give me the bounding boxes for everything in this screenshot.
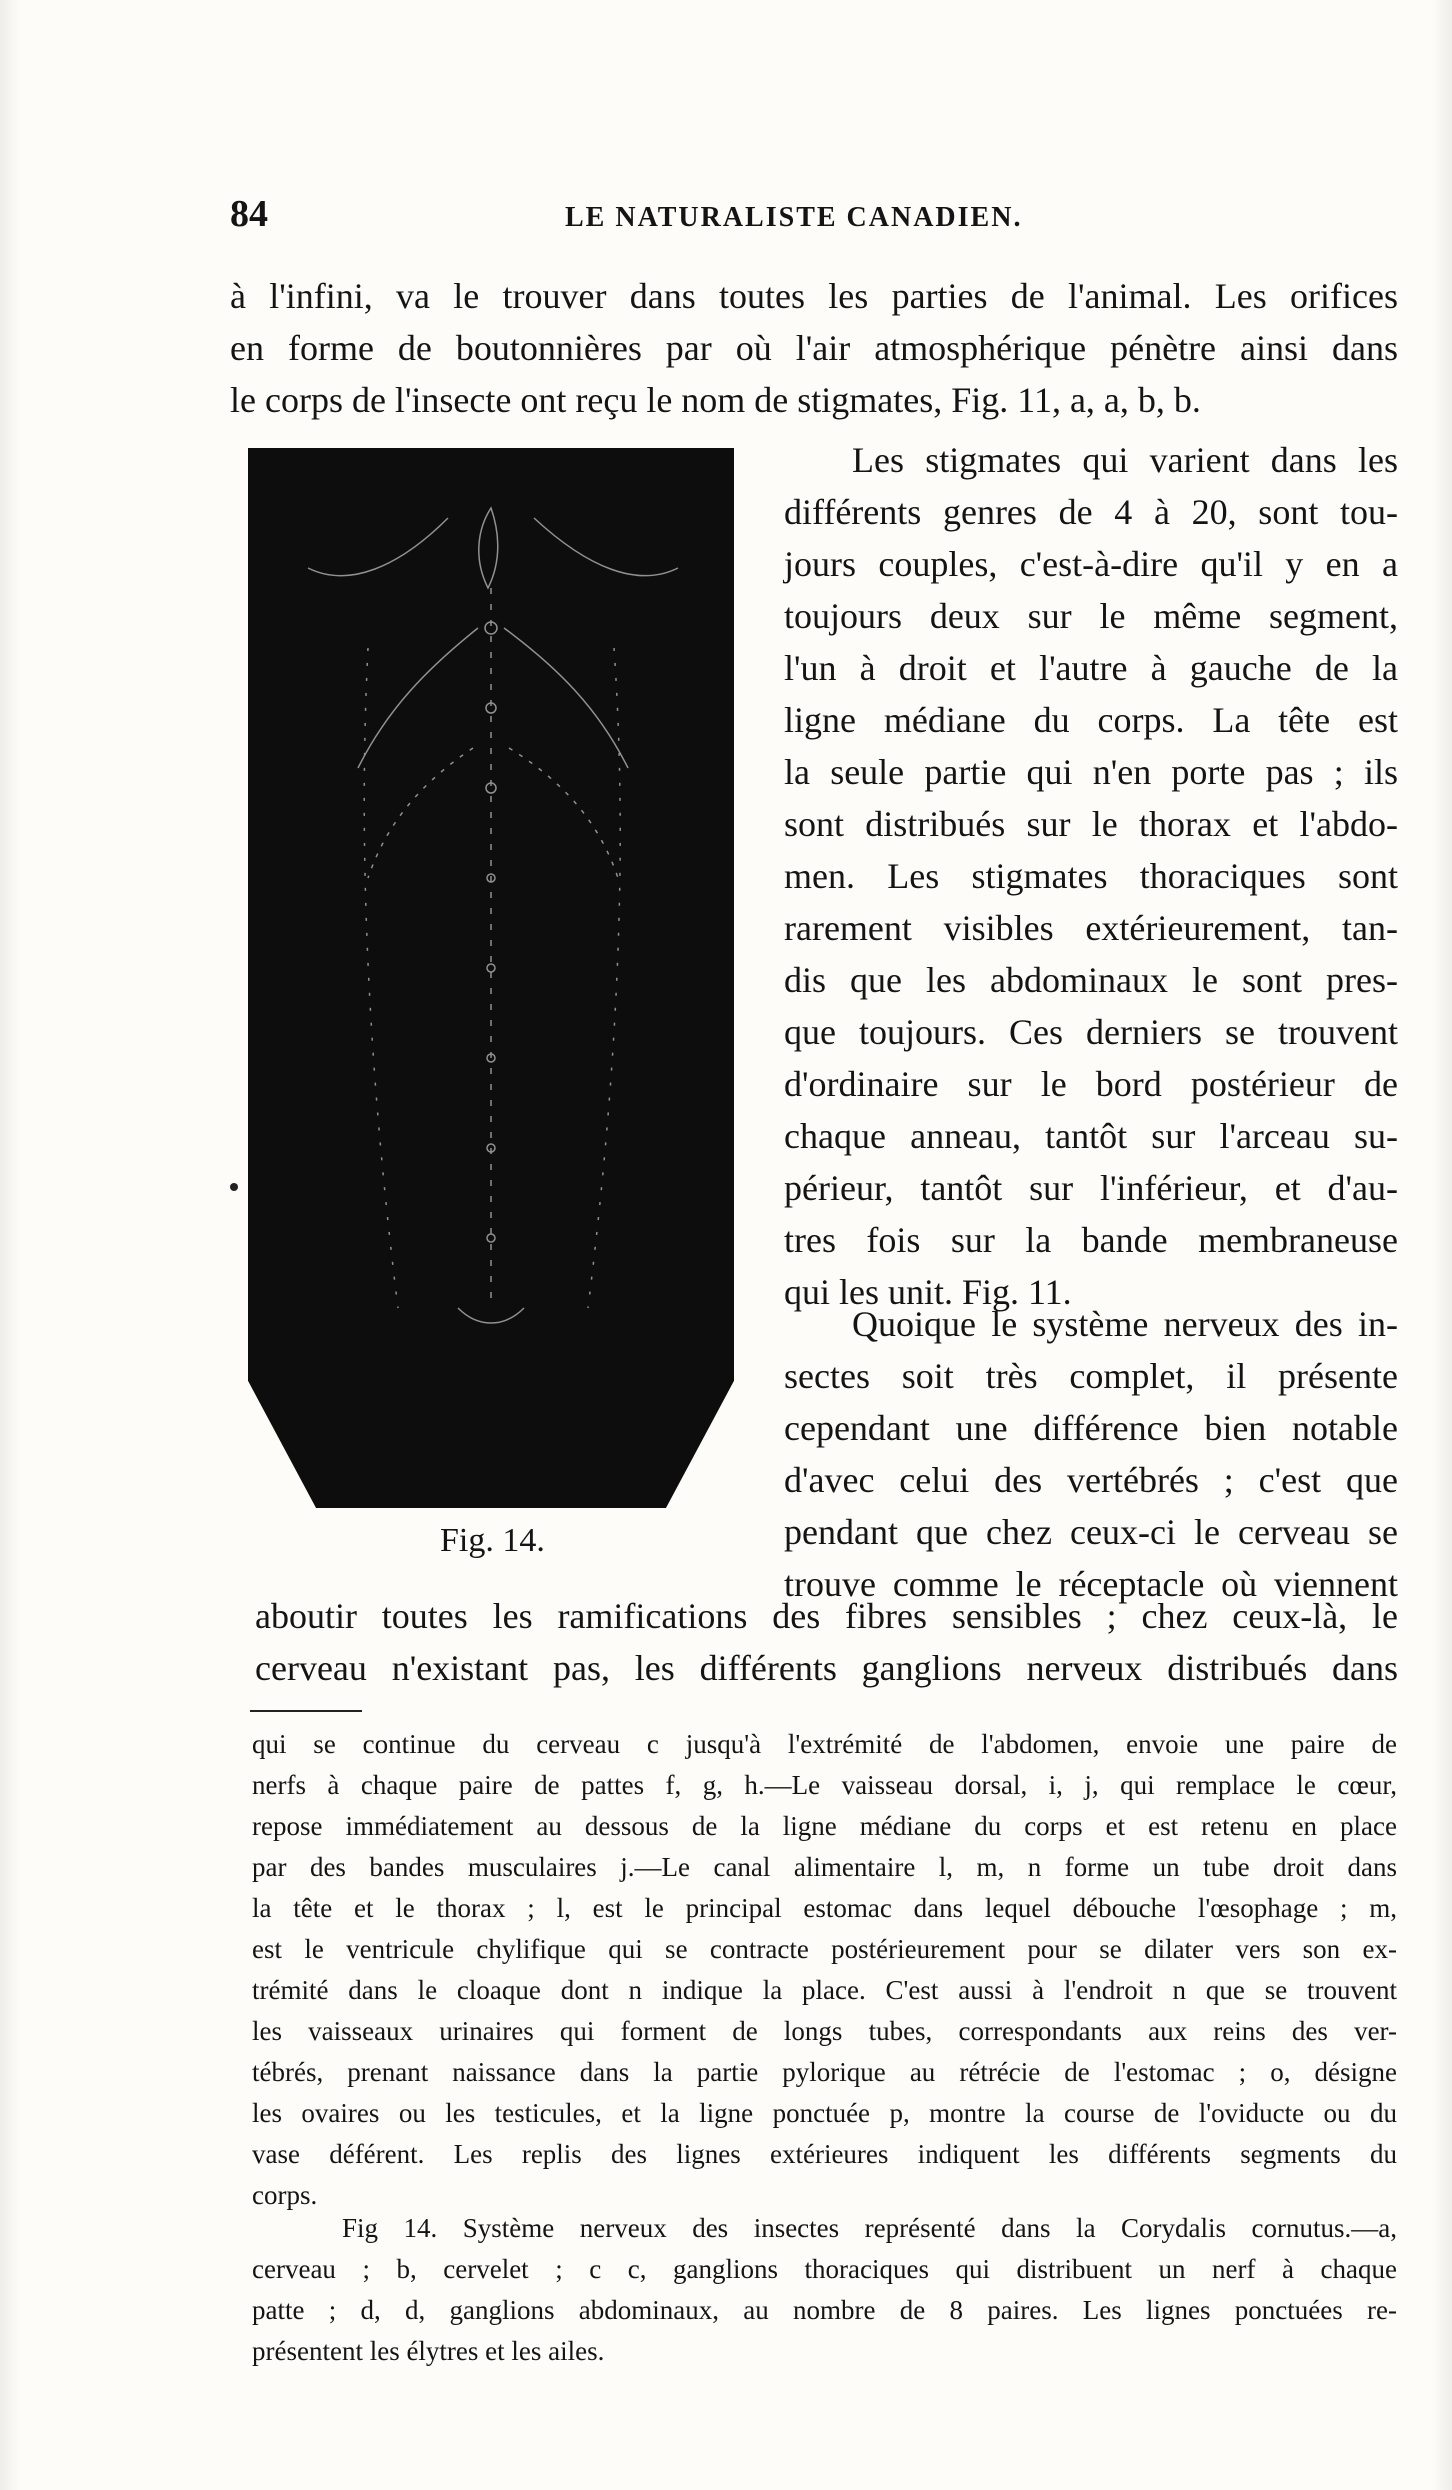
footnote-line: les vaisseaux urinaires qui forment de longs tubes, correspondants aux reins des ver- — [252, 2016, 1397, 2046]
footnote-line: trémité dans le cloaque dont n indique la place. C'est aussi à l'endroit n que se trouvent — [252, 1975, 1397, 2005]
insect-nervous-system-drawing — [248, 448, 734, 1508]
text-line: men. Les stigmates thoraciques sont — [784, 856, 1398, 896]
footnote-line: patte ; d, d, ganglions abdominaux, au nombre de 8 paires. Les lignes ponctuées re- — [252, 2295, 1397, 2325]
leg-right-2 — [509, 748, 618, 878]
figure-nervous-system-image — [248, 448, 734, 1508]
text-line: toujours deux sur le même segment, — [784, 596, 1398, 636]
leg-left-1 — [358, 628, 478, 768]
figure-legend — [252, 2208, 1397, 2372]
footnote-line: nerfs à chaque paire de pattes f, g, h.—Le vaisseau dorsal, i, j, qui remplace le cœur, — [252, 1770, 1397, 1800]
footnote-line: la tête et le thorax ; l, est le principal estomac dans lequel débouche l'œsophage ; m, — [252, 1893, 1397, 1923]
footnote-line: cerveau ; b, cervelet ; c c, ganglions thoraciques qui distribuent un nerf à chaque — [252, 2254, 1397, 2284]
page-edge-left — [0, 0, 20, 2490]
brain-outline — [479, 508, 498, 588]
footnote-1 — [252, 1724, 1397, 2216]
text-line: chaque anneau, tantôt sur l'arceau su- — [784, 1116, 1398, 1156]
text-line: rarement visibles extérieurement, tan- — [784, 908, 1398, 948]
paragraph-3-column — [784, 1298, 1398, 1610]
text-line: ligne médiane du corps. La tête est — [784, 700, 1398, 740]
footnote-line: vase déférent. Les replis des lignes extérieures indiquent les différents segments du — [252, 2139, 1397, 2169]
antenna-left — [308, 518, 448, 576]
text-line: qui les unit. Fig. 11. — [784, 1272, 1072, 1312]
ganglion-5 — [487, 964, 495, 972]
text-line: à l'infini, va le trouver dans toutes les parties de l'animal. Les orifices — [230, 276, 1398, 316]
text-line: d'avec celui des vertébrés ; c'est que — [784, 1460, 1398, 1500]
footnote-line: les ovaires ou les testicules, et la ligne ponctuée p, montre la course de l'oviducte ou du — [252, 2098, 1397, 2128]
footnote-line: corps. — [252, 2180, 318, 2210]
footnote-line: présentent les élytres et les ailes. — [252, 2336, 605, 2366]
page-number: 84 — [230, 193, 268, 235]
text-line: sont distribués sur le thorax et l'abdo- — [784, 804, 1398, 844]
text-line: pendant que chez ceux-ci le cerveau se — [784, 1512, 1398, 1552]
paragraph-3-full — [255, 1590, 1398, 1694]
text-line: différents genres de 4 à 20, sont tou- — [784, 492, 1398, 532]
footnote-line: par des bandes musculaires j.—Le canal alimentaire l, m, n forme un tube droit dans — [252, 1852, 1397, 1882]
page-header — [230, 192, 1390, 242]
text-line: Quoique le système nerveux des in- — [852, 1304, 1398, 1344]
print-speck — [230, 1183, 238, 1191]
paragraph-2 — [784, 434, 1398, 1318]
footnote-line: est le ventricule chylifique qui se contracte postérieurement pour se dilater vers son ex- — [252, 1934, 1397, 1964]
text-line: le corps de l'insecte ont reçu le nom de stigmates, Fig. 11, a, a, b, b. — [230, 380, 1201, 420]
text-line: périeur, tantôt sur l'inférieur, et d'au- — [784, 1168, 1398, 1208]
text-line: d'ordinaire sur le bord postérieur de — [784, 1064, 1398, 1104]
leg-left-2 — [368, 748, 473, 878]
figure-caption: Fig. 14. — [440, 1522, 545, 1559]
text-line: en forme de boutonnières par où l'air atmosphérique pénètre ainsi dans — [230, 328, 1398, 368]
text-line: Les stigmates qui varient dans les — [852, 440, 1398, 480]
text-line: que toujours. Ces derniers se trouvent — [784, 1012, 1398, 1052]
text-line: cependant une différence bien notable — [784, 1408, 1398, 1448]
footnote-line: tébrés, prenant naissance dans la partie pylorique au rétrécie de l'estomac ; o, désigne — [252, 2057, 1397, 2087]
text-line: jours couples, c'est-à-dire qu'il y en a — [784, 544, 1398, 584]
footnote-line: repose immédiatement au dessous de la ligne médiane du corps et est retenu en place — [252, 1811, 1397, 1841]
text-line: dis que les abdominaux le sont pres- — [784, 960, 1398, 1000]
text-line: sectes soit très complet, il présente — [784, 1356, 1398, 1396]
text-line: tres fois sur la bande membraneuse — [784, 1220, 1398, 1260]
footnote-line: qui se continue du cerveau c jusqu'à l'extrémité de l'abdomen, envoie une paire de — [252, 1729, 1397, 1759]
ganglion-8 — [487, 1234, 495, 1242]
leg-right-1 — [504, 628, 628, 768]
antenna-right — [534, 518, 678, 576]
text-line: la seule partie qui n'en porte pas ; ils — [784, 752, 1398, 792]
text-line: cerveau n'existant pas, les différents ganglions nerveux distribués dans — [255, 1648, 1398, 1688]
page-edge-right — [1432, 0, 1452, 2490]
footnote-line: Fig 14. Système nerveux des insectes représenté dans la Corydalis cornutus.—a, — [342, 2213, 1397, 2243]
text-line: aboutir toutes les ramifications des fibres sensibles ; chez ceux-là, le — [255, 1596, 1398, 1636]
text-line: l'un à droit et l'autre à gauche de la — [784, 648, 1398, 688]
text-line: trouve comme le réceptacle où viennent — [784, 1564, 1398, 1604]
paragraph-1 — [230, 270, 1398, 426]
running-title: LE NATURALISTE CANADIEN. — [565, 202, 1023, 233]
abdomen-tip — [458, 1308, 524, 1323]
footnote-divider — [250, 1710, 362, 1712]
wing-right — [588, 648, 620, 1308]
